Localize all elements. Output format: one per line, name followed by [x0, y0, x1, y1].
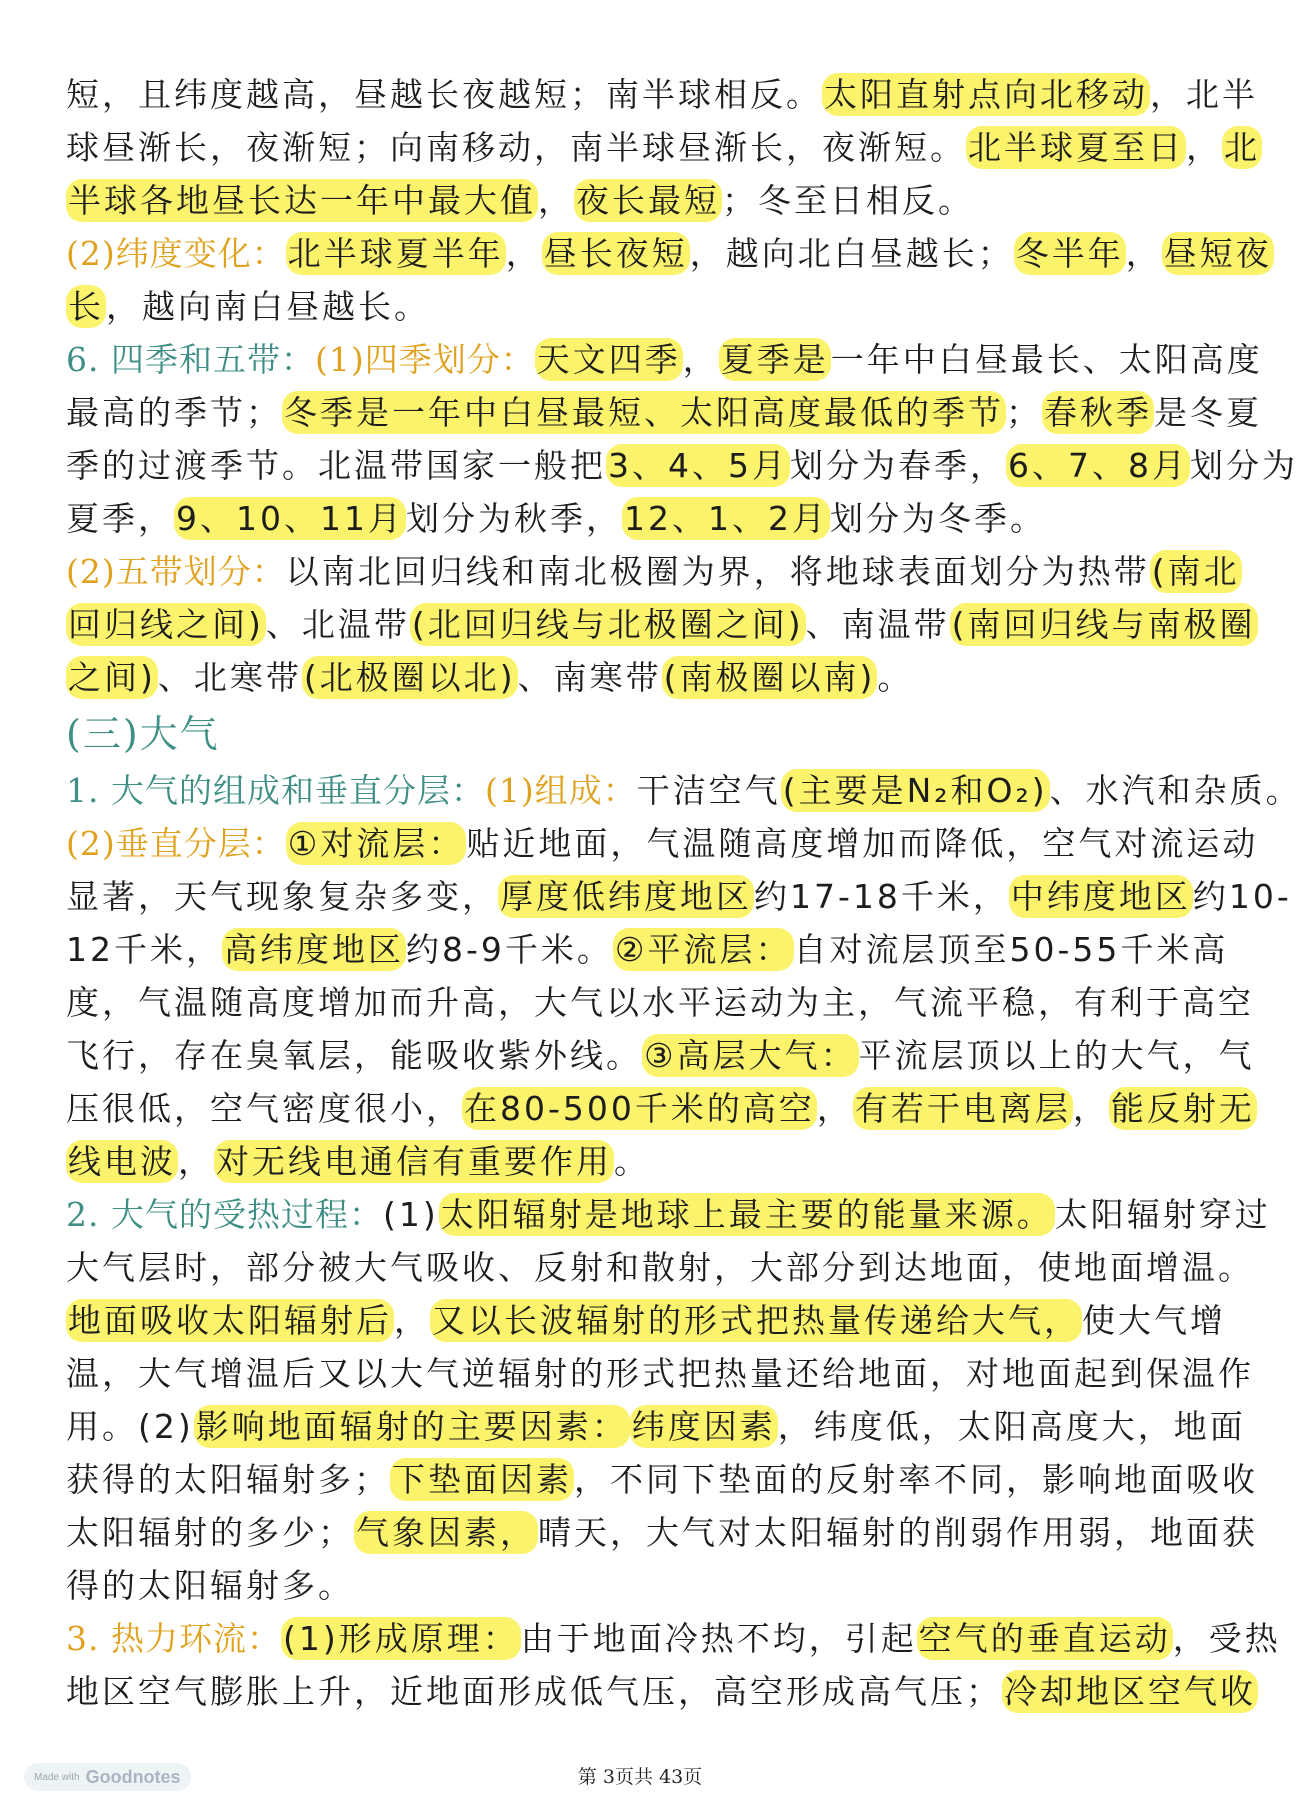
body-text: ，越向南白昼越长。 — [106, 287, 430, 326]
text-line — [66, 1188, 1271, 1241]
body-text: ， — [816, 1089, 853, 1128]
body-text: 、南寒带 — [517, 658, 662, 697]
body-text: 。 — [877, 658, 914, 697]
body-text: ；冬至日相反。 — [722, 181, 974, 220]
highlighted-text: 北半球夏半年 — [287, 234, 504, 273]
highlighted-text: 昼长夜短 — [543, 234, 688, 273]
body-text: 晴天，大气对太阳辐射的削弱作用弱，地面获 — [538, 1513, 1258, 1552]
highlighted-text: ③高层大气： — [644, 1036, 857, 1075]
text-line — [66, 870, 1292, 923]
body-text: 得的太阳辐射多。 — [66, 1566, 354, 1605]
highlighted-text: 北 — [1224, 128, 1260, 167]
heading-text: (1)四季划分： — [314, 340, 535, 379]
body-text: 由于地面冷热不均，引起 — [520, 1619, 917, 1658]
body-text: 用。(2) — [66, 1407, 194, 1446]
highlighted-text: 昼短夜 — [1163, 234, 1272, 273]
body-text: 划分为 — [1190, 446, 1298, 485]
highlighted-text: 地面吸收太阳辐射后 — [68, 1301, 392, 1340]
heading-text: (三)大气 — [66, 712, 220, 756]
text-line — [66, 651, 1226, 704]
body-text: 飞行，存在臭氧层，能吸收紫外线。 — [66, 1036, 642, 1075]
body-text: 约17-18千米， — [754, 877, 1009, 916]
highlighted-text: 冬季是一年中白昼最短、太阳高度最低的季节 — [284, 393, 1004, 432]
body-text: 、南温带 — [805, 605, 950, 644]
text-line — [66, 1294, 1226, 1347]
text-line — [66, 545, 1240, 598]
body-text: ， — [682, 340, 719, 379]
highlighted-text: 对无线电通信有重要作用 — [216, 1142, 612, 1181]
highlighted-text: 春秋季 — [1044, 393, 1152, 432]
body-text: ， — [538, 181, 574, 220]
text-line — [66, 333, 1263, 386]
body-text: ； — [1006, 393, 1042, 432]
highlighted-text: 有若干电离层 — [854, 1089, 1071, 1128]
highlighted-text: 纬度因素 — [631, 1407, 776, 1446]
highlighted-text: (北极圈以北) — [303, 658, 516, 697]
body-text: 平流层顶以上的大气，气 — [858, 1036, 1255, 1075]
heading-text: (1)组成： — [484, 771, 637, 810]
highlighted-text: 之间) — [68, 658, 156, 697]
body-text: 显著，天气现象复杂多变， — [66, 877, 498, 916]
body-text: 以南北回归线和南北极圈为界，将地球表面划分为热带 — [285, 552, 1150, 591]
body-text: ， — [1125, 234, 1162, 273]
highlighted-text: (南极圈以南) — [663, 658, 876, 697]
highlighted-text: 气象因素， — [356, 1513, 536, 1552]
body-text: 划分为春季， — [790, 446, 1006, 485]
body-text: 季的过渡季节。北温带国家一般把 — [66, 446, 606, 485]
body-text: ，纬度低，太阳高度大，地面 — [777, 1407, 1246, 1446]
highlighted-text: 冬半年 — [1015, 234, 1124, 273]
text-line — [66, 121, 1260, 174]
body-text: 太阳辐射的多少； — [66, 1513, 354, 1552]
body-text: 温，大气增温后又以大气逆辐射的形式把热量还给地面，对地面起到保温作 — [66, 1354, 1254, 1393]
body-text: ，北半 — [1150, 75, 1258, 114]
highlighted-text: 冷却地区空气收 — [1004, 1672, 1256, 1711]
body-text: 贴近地面，气温随高度增加而降低，空气对流运动 — [466, 824, 1259, 863]
text-line — [66, 386, 1262, 439]
text-line — [66, 1029, 1255, 1082]
highlighted-text: 夜长最短 — [576, 181, 720, 220]
body-text: 地区空气膨胀上升，近地面形成低气压，高空形成高气压； — [66, 1672, 1002, 1711]
text-line — [66, 227, 1272, 280]
body-text: (1) — [382, 1195, 439, 1234]
text-line — [66, 1135, 1226, 1188]
text-line — [66, 68, 1258, 121]
highlighted-text: (南北 — [1151, 552, 1240, 591]
text-line — [66, 174, 1226, 227]
body-text: 干洁空气 — [636, 771, 781, 810]
body-text: 、水汽和杂质。 — [1049, 771, 1302, 810]
text-line — [66, 439, 1298, 492]
body-text: 约8-9千米。 — [406, 930, 613, 969]
text-line — [66, 1612, 1281, 1665]
highlighted-text: 回归线之间) — [68, 605, 264, 644]
highlighted-text: 又以长波辐射的形式把热量传递给大气， — [432, 1301, 1080, 1340]
body-text: 划分为秋季， — [405, 499, 622, 538]
text-line — [66, 492, 1226, 545]
body-text: 最高的季节； — [66, 393, 282, 432]
text-line — [66, 1400, 1246, 1453]
body-text: 划分为冬季。 — [829, 499, 1046, 538]
highlighted-text: 12、1、2月 — [623, 499, 828, 538]
highlighted-text: 影响地面辐射的主要因素： — [195, 1407, 628, 1446]
highlighted-text: 下垫面因素 — [392, 1460, 572, 1499]
text-line — [66, 764, 1302, 817]
highlighted-text: 北半球夏至日 — [968, 128, 1184, 167]
body-text: 一年中白昼最长、太阳高度 — [830, 340, 1263, 379]
text-line — [66, 976, 1254, 1029]
highlighted-text: 空气的垂直运动 — [918, 1619, 1171, 1658]
highlighted-text: 长 — [68, 287, 104, 326]
highlighted-text: (主要是N₂和O₂) — [782, 771, 1048, 810]
text-line — [66, 1506, 1258, 1559]
page-number: 第 3页共 43页 — [577, 1766, 703, 1788]
text-line — [66, 1453, 1258, 1506]
body-text: 。 — [614, 1142, 650, 1181]
body-text: 自对流层顶至50-55千米高 — [793, 930, 1229, 969]
body-text: 约10- — [1192, 877, 1292, 916]
highlighted-text: ②平流层： — [614, 930, 792, 969]
text-line — [66, 1241, 1254, 1294]
heading-text: 6. 四季和五带： — [66, 340, 315, 379]
body-text: ， — [178, 1142, 214, 1181]
text-line — [66, 1347, 1254, 1400]
highlighted-text: (南回归线与南极圈 — [951, 605, 1256, 644]
text-line — [66, 598, 1256, 651]
highlighted-text: (1)形成原理： — [282, 1619, 519, 1658]
highlighted-text: 天文四季 — [536, 340, 681, 379]
highlighted-text: ①对流层： — [287, 824, 465, 863]
body-text: ， — [1186, 128, 1222, 167]
heading-text: 3. 热力环流： — [66, 1619, 281, 1658]
body-text: 度，气温随高度增加而升高，大气以水平运动为主，气流平稳，有利于高空 — [66, 983, 1254, 1022]
highlighted-text: 9、10、11月 — [176, 499, 404, 538]
text-line — [66, 704, 1226, 764]
text-line — [66, 1665, 1256, 1718]
highlighted-text: 太阳直射点向北移动 — [824, 75, 1148, 114]
highlighted-text: 夏季是 — [720, 340, 829, 379]
text-line — [66, 1082, 1255, 1135]
body-text: ，受热 — [1172, 1619, 1281, 1658]
body-text: 球昼渐长，夜渐短；向南移动，南半球昼渐长，夜渐短。 — [66, 128, 966, 167]
body-text: 短，且纬度越高，昼越长夜越短；南半球相反。 — [66, 75, 822, 114]
body-text: ， — [505, 234, 542, 273]
text-body — [66, 68, 1302, 1718]
made-with-label: Made with — [34, 1771, 80, 1783]
body-text: 、北寒带 — [157, 658, 302, 697]
body-text: 大气层时，部分被大气吸收、反射和散射，大部分到达地面，使地面增温。 — [66, 1248, 1254, 1287]
body-text: 使大气增 — [1082, 1301, 1226, 1340]
body-text: 太阳辐射穿过 — [1054, 1195, 1271, 1234]
body-text: ， — [394, 1301, 430, 1340]
body-text: 是冬夏 — [1154, 393, 1262, 432]
highlighted-text: 6、7、8月 — [1008, 446, 1188, 485]
body-text: ，越向北白昼越长； — [689, 234, 1014, 273]
highlighted-text: 高纬度地区 — [224, 930, 404, 969]
heading-text: (2)纬度变化： — [66, 234, 286, 273]
highlighted-text: 在80-500千米的高空 — [464, 1089, 815, 1128]
body-text: 12千米， — [66, 930, 222, 969]
text-line — [66, 280, 1226, 333]
text-line — [66, 817, 1259, 870]
heading-text: 2. 大气的受热过程： — [66, 1195, 383, 1234]
highlighted-text: 3、4、5月 — [608, 446, 788, 485]
goodnotes-brand: Goodnotes — [85, 1766, 181, 1787]
body-text: 获得的太阳辐射多； — [66, 1460, 390, 1499]
highlighted-text: 太阳辐射是地球上最主要的能量来源。 — [440, 1195, 1053, 1234]
heading-text: (2)五带划分： — [66, 552, 286, 591]
body-text: 、北温带 — [265, 605, 410, 644]
highlighted-text: 中纬度地区 — [1010, 877, 1191, 916]
highlighted-text: 半球各地昼长达一年中最大值 — [68, 181, 536, 220]
text-line — [66, 1559, 1226, 1612]
highlighted-text: (北回归线与北极圈之间) — [411, 605, 804, 644]
highlighted-text: 厚度低纬度地区 — [500, 877, 752, 916]
body-text: 夏季， — [66, 499, 174, 538]
body-text: ， — [1072, 1089, 1109, 1128]
text-line — [66, 923, 1229, 976]
heading-text: 1. 大气的组成和垂直分层： — [66, 771, 485, 810]
heading-text: (2)垂直分层： — [66, 824, 286, 863]
goodnotes-badge — [24, 1763, 191, 1791]
body-text: 压很低，空气密度很小， — [66, 1089, 462, 1128]
body-text: ，不同下垫面的反射率不同，影响地面吸收 — [574, 1460, 1258, 1499]
highlighted-text: 能反射无 — [1110, 1089, 1255, 1128]
highlighted-text: 线电波 — [68, 1142, 176, 1181]
